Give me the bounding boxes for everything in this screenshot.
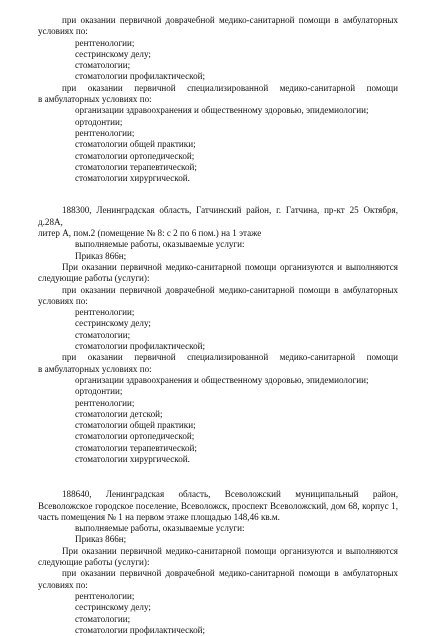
text-line: При оказании первичной медико-санитарной помощи организуются и выполняются xyxy=(62,261,398,272)
address-section xyxy=(38,15,398,184)
list-item: Приказ 866н; xyxy=(75,534,127,545)
list-item: ортодонтии; xyxy=(75,116,123,127)
list-item: сестринскому делу; xyxy=(75,48,151,59)
list-item: стоматологии общей практики; xyxy=(75,139,196,150)
text-line: литер А, пом.2 (помещение № 8: с 2 по 6 пом.) на 1 этаже xyxy=(38,228,262,239)
list-item: ортодонтии; xyxy=(75,386,123,397)
list-item: стоматологии хирургической. xyxy=(75,453,190,464)
list-item: Приказ 866н; xyxy=(75,250,127,261)
text-line: следующие работы (услуги): xyxy=(38,273,150,284)
paragraph-gap xyxy=(38,465,398,489)
text-line: 188300, Ленинградская область, Гатчинский район, г. Гатчина, пр-кт 25 Октября, д.28А, xyxy=(38,205,398,227)
list-item: рентгенологии; xyxy=(75,37,135,48)
text-line: условиях по: xyxy=(38,26,88,37)
text-line: условиях по: xyxy=(38,579,88,590)
list-item: стоматологии хирургической. xyxy=(75,173,190,184)
text-line: условиях по: xyxy=(38,295,88,306)
list-item: стоматологии; xyxy=(75,613,131,624)
list-item: рентгенологии; xyxy=(75,590,135,601)
text-line: При оказании первичной медико-санитарной помощи организуются и выполняются xyxy=(62,545,398,556)
list-item: стоматологии; xyxy=(75,60,131,71)
list-item: стоматологии ортопедической; xyxy=(75,150,195,161)
text-line: следующие работы (услуги): xyxy=(38,557,150,568)
text-line: при оказании первичной доврачебной медико-санитарной помощи в амбулаторных xyxy=(62,568,398,579)
text-line: Всеволожское городское поселение, Всеволожск, проспект Всеволожский, дом 68, корпус 1, xyxy=(38,500,398,511)
text-line: в амбулаторных условиях по: xyxy=(38,363,152,374)
list-item: стоматологии профилактической; xyxy=(75,624,206,635)
list-item: стоматологии общей практики; xyxy=(75,420,196,431)
list-item: стоматологии ортопедической; xyxy=(75,431,195,442)
text-line: при оказании первичной доврачебной медико-санитарной помощи в амбулаторных xyxy=(62,284,398,295)
list-item: выполняемые работы, оказываемые услуги: xyxy=(75,239,245,250)
list-item: организации здравоохранения и общественному здоровью, эпидемиологии; xyxy=(75,105,369,116)
paragraph-gap xyxy=(38,184,398,205)
list-item: организации здравоохранения и общественному здоровью, эпидемиологии; xyxy=(75,374,369,385)
list-item: выполняемые работы, оказываемые услуги: xyxy=(75,523,245,534)
list-item: стоматологии терапевтической; xyxy=(75,161,197,172)
list-item: рентгенологии; xyxy=(75,307,135,318)
list-item: стоматологии профилактической; xyxy=(75,341,206,352)
text-line: при оказании первичной специализированной медико-санитарной помощи xyxy=(62,82,398,93)
text-line: при оказании первичной специализированной медико-санитарной помощи xyxy=(62,352,398,363)
text-line: часть помещения № 1 на первом этаже площадью 148,46 кв.м. xyxy=(38,511,280,522)
list-item: стоматологии; xyxy=(75,329,131,340)
list-item: стоматологии терапевтической; xyxy=(75,442,197,453)
text-line: 188640, Ленинградская область, Всеволожский муниципальный район, xyxy=(62,489,398,500)
text-line: при оказании первичной доврачебной медико-санитарной помощи в амбулаторных xyxy=(62,15,398,25)
address-section xyxy=(38,489,398,636)
address-section xyxy=(38,205,398,465)
list-item: стоматологии профилактической; xyxy=(75,71,206,82)
list-item: стоматологии детской; xyxy=(75,408,163,419)
text-line: в амбулаторных условиях по: xyxy=(38,94,152,105)
list-item: рентгенологии; xyxy=(75,397,135,408)
list-item: рентгенологии; xyxy=(75,127,135,138)
list-item: сестринскому делу; xyxy=(75,318,151,329)
list-item: сестринскому делу; xyxy=(75,602,151,613)
